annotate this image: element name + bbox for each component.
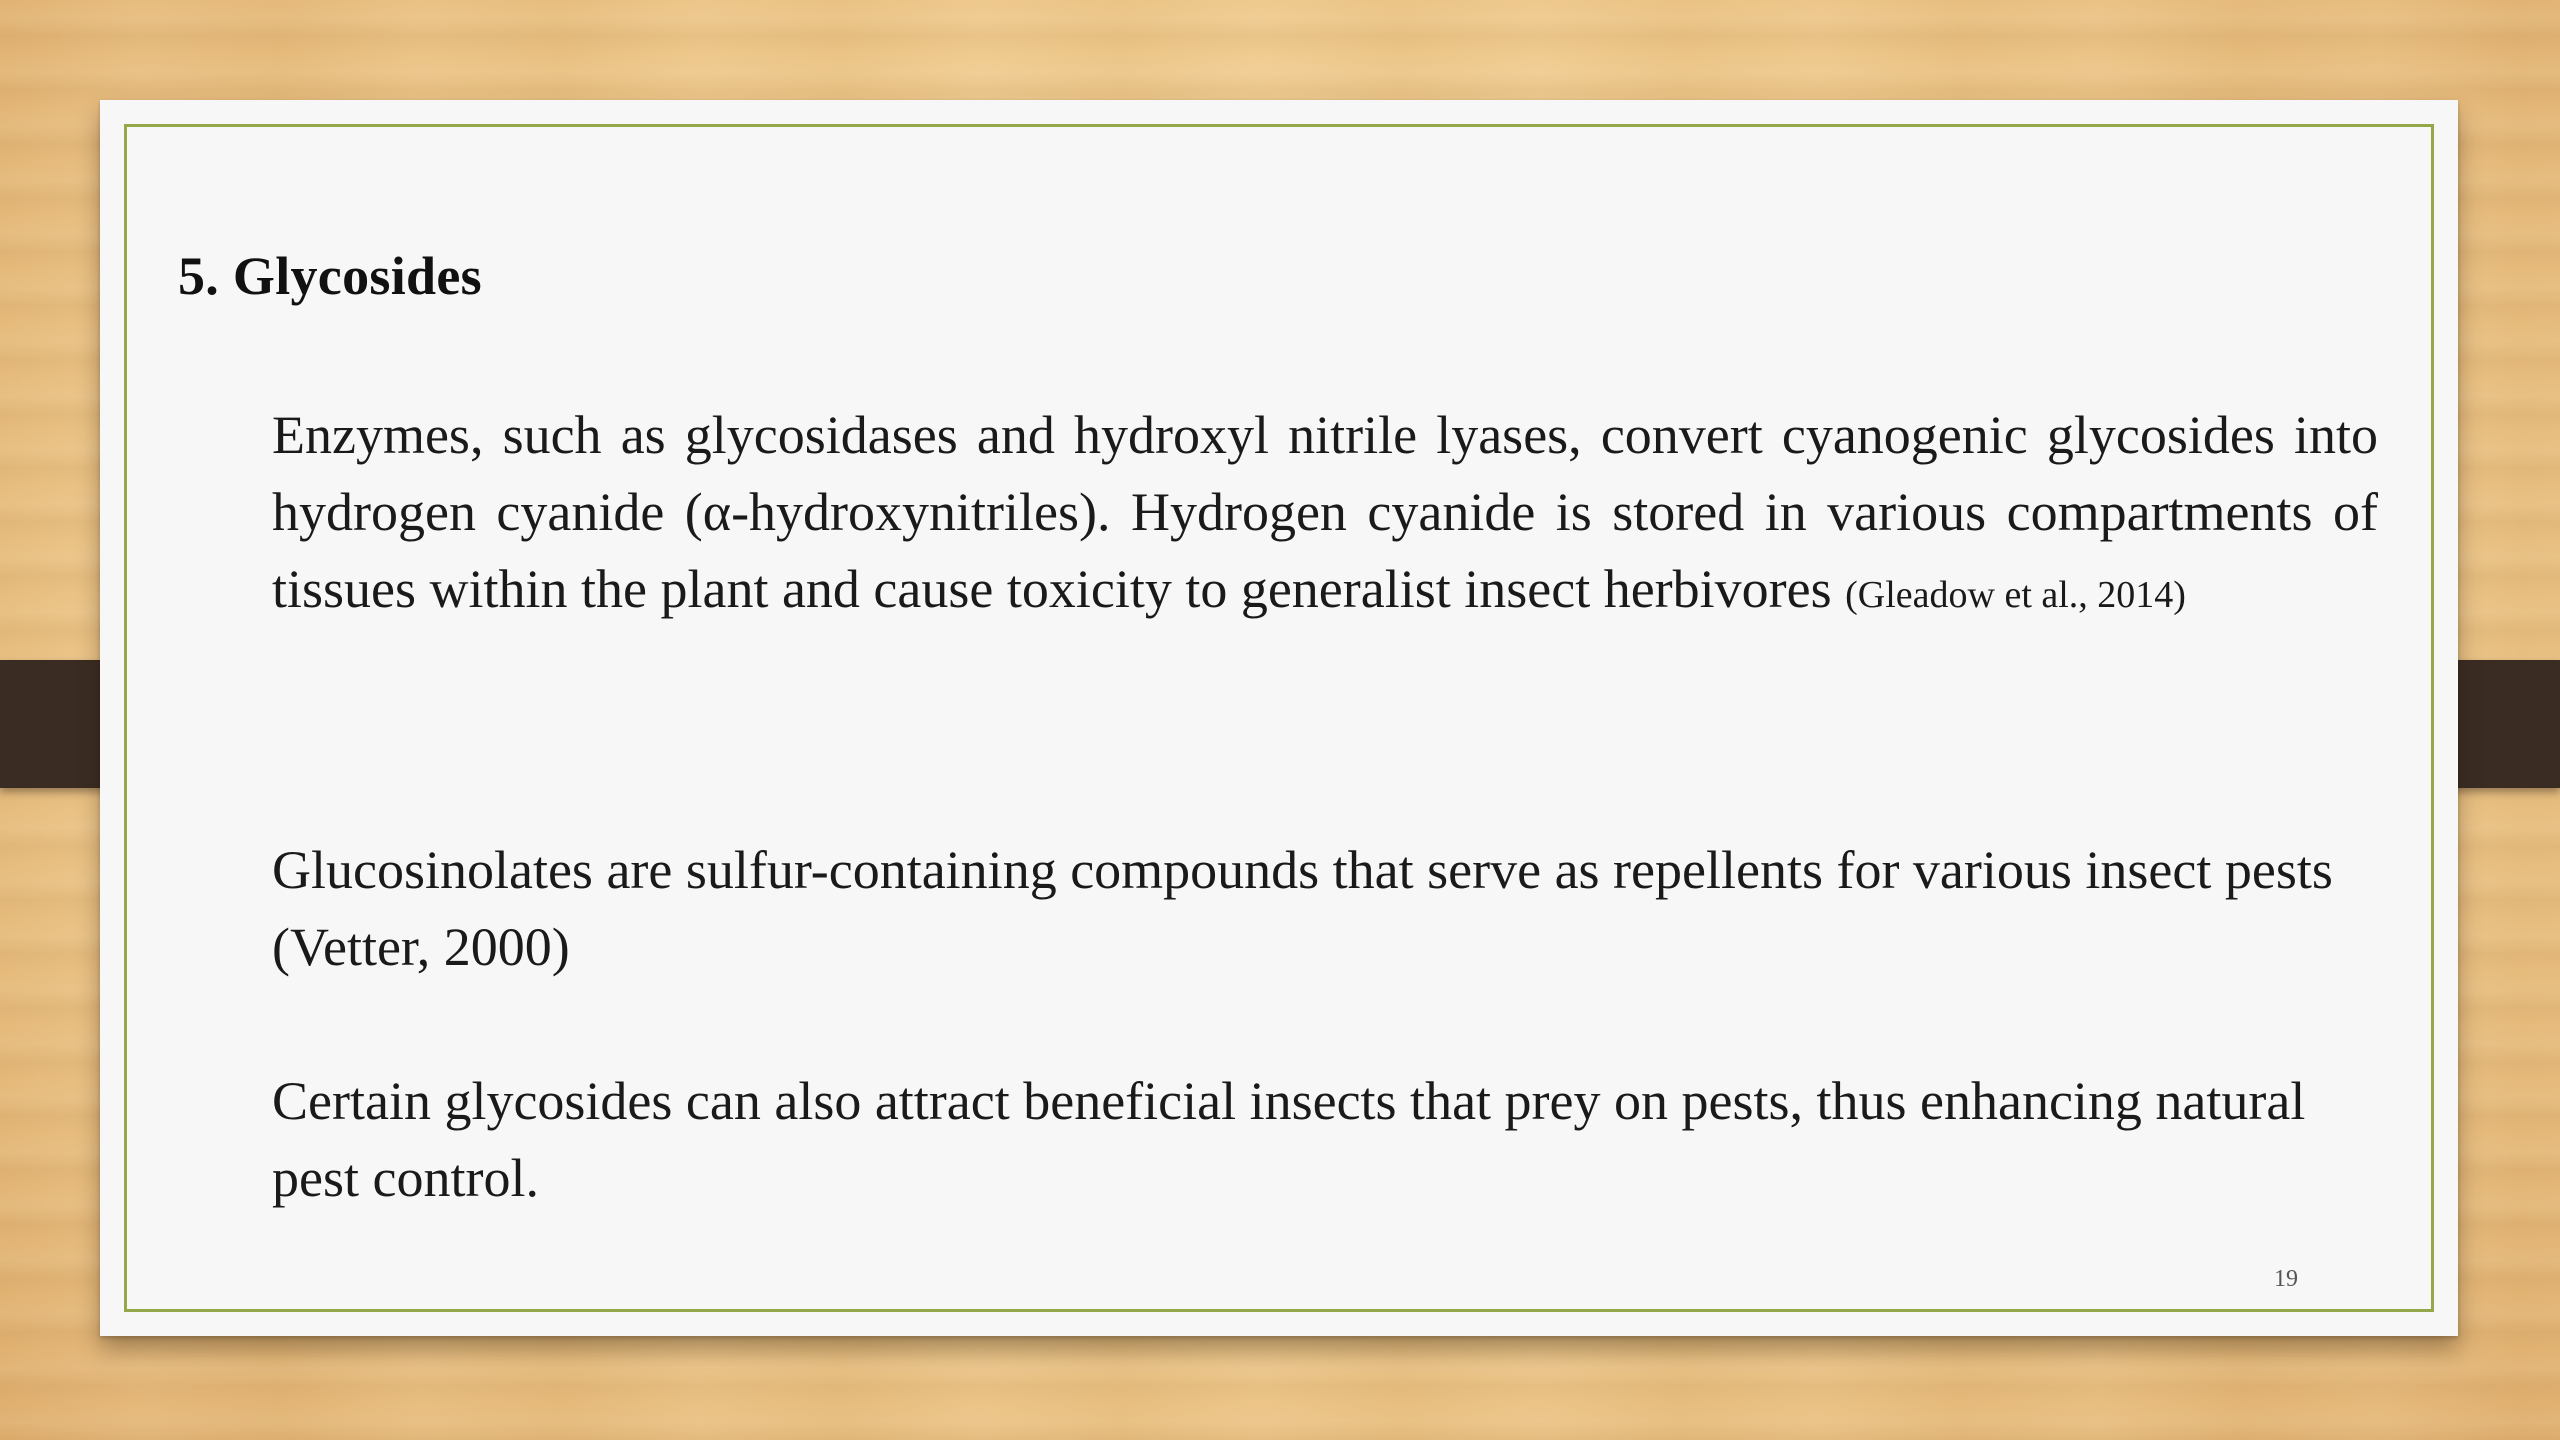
- page-number: 19: [2274, 1266, 2298, 1292]
- paragraph-cyanogenic-glycosides: [272, 397, 2378, 634]
- paragraph-text: Glucosinolates are sulfur-containing compounds that serve as repellents for various insect pests (Vetter, 2000): [272, 840, 2333, 977]
- paragraph-beneficial-insects: [272, 1063, 2362, 1217]
- slide-canvas: [100, 100, 2458, 1336]
- slide-title: 5. Glycosides: [178, 246, 482, 306]
- paragraph-text: Certain glycosides can also attract beneficial insects that prey on pests, thus enhancing natural pest control.: [272, 1071, 2306, 1208]
- citation: (Gleadow et al., 2014): [1845, 574, 2186, 616]
- paragraph-glucosinolates: [272, 832, 2362, 986]
- paragraph-text: Enzymes, such as glycosidases and hydroxyl nitrile lyases, convert cyanogenic glycosides into hydrogen cyanide (α-hydroxynitriles). Hydrogen cyanide is stored in various compartments of tissues within the plant and cause toxicity to generalist insect herbivores: [272, 405, 2378, 619]
